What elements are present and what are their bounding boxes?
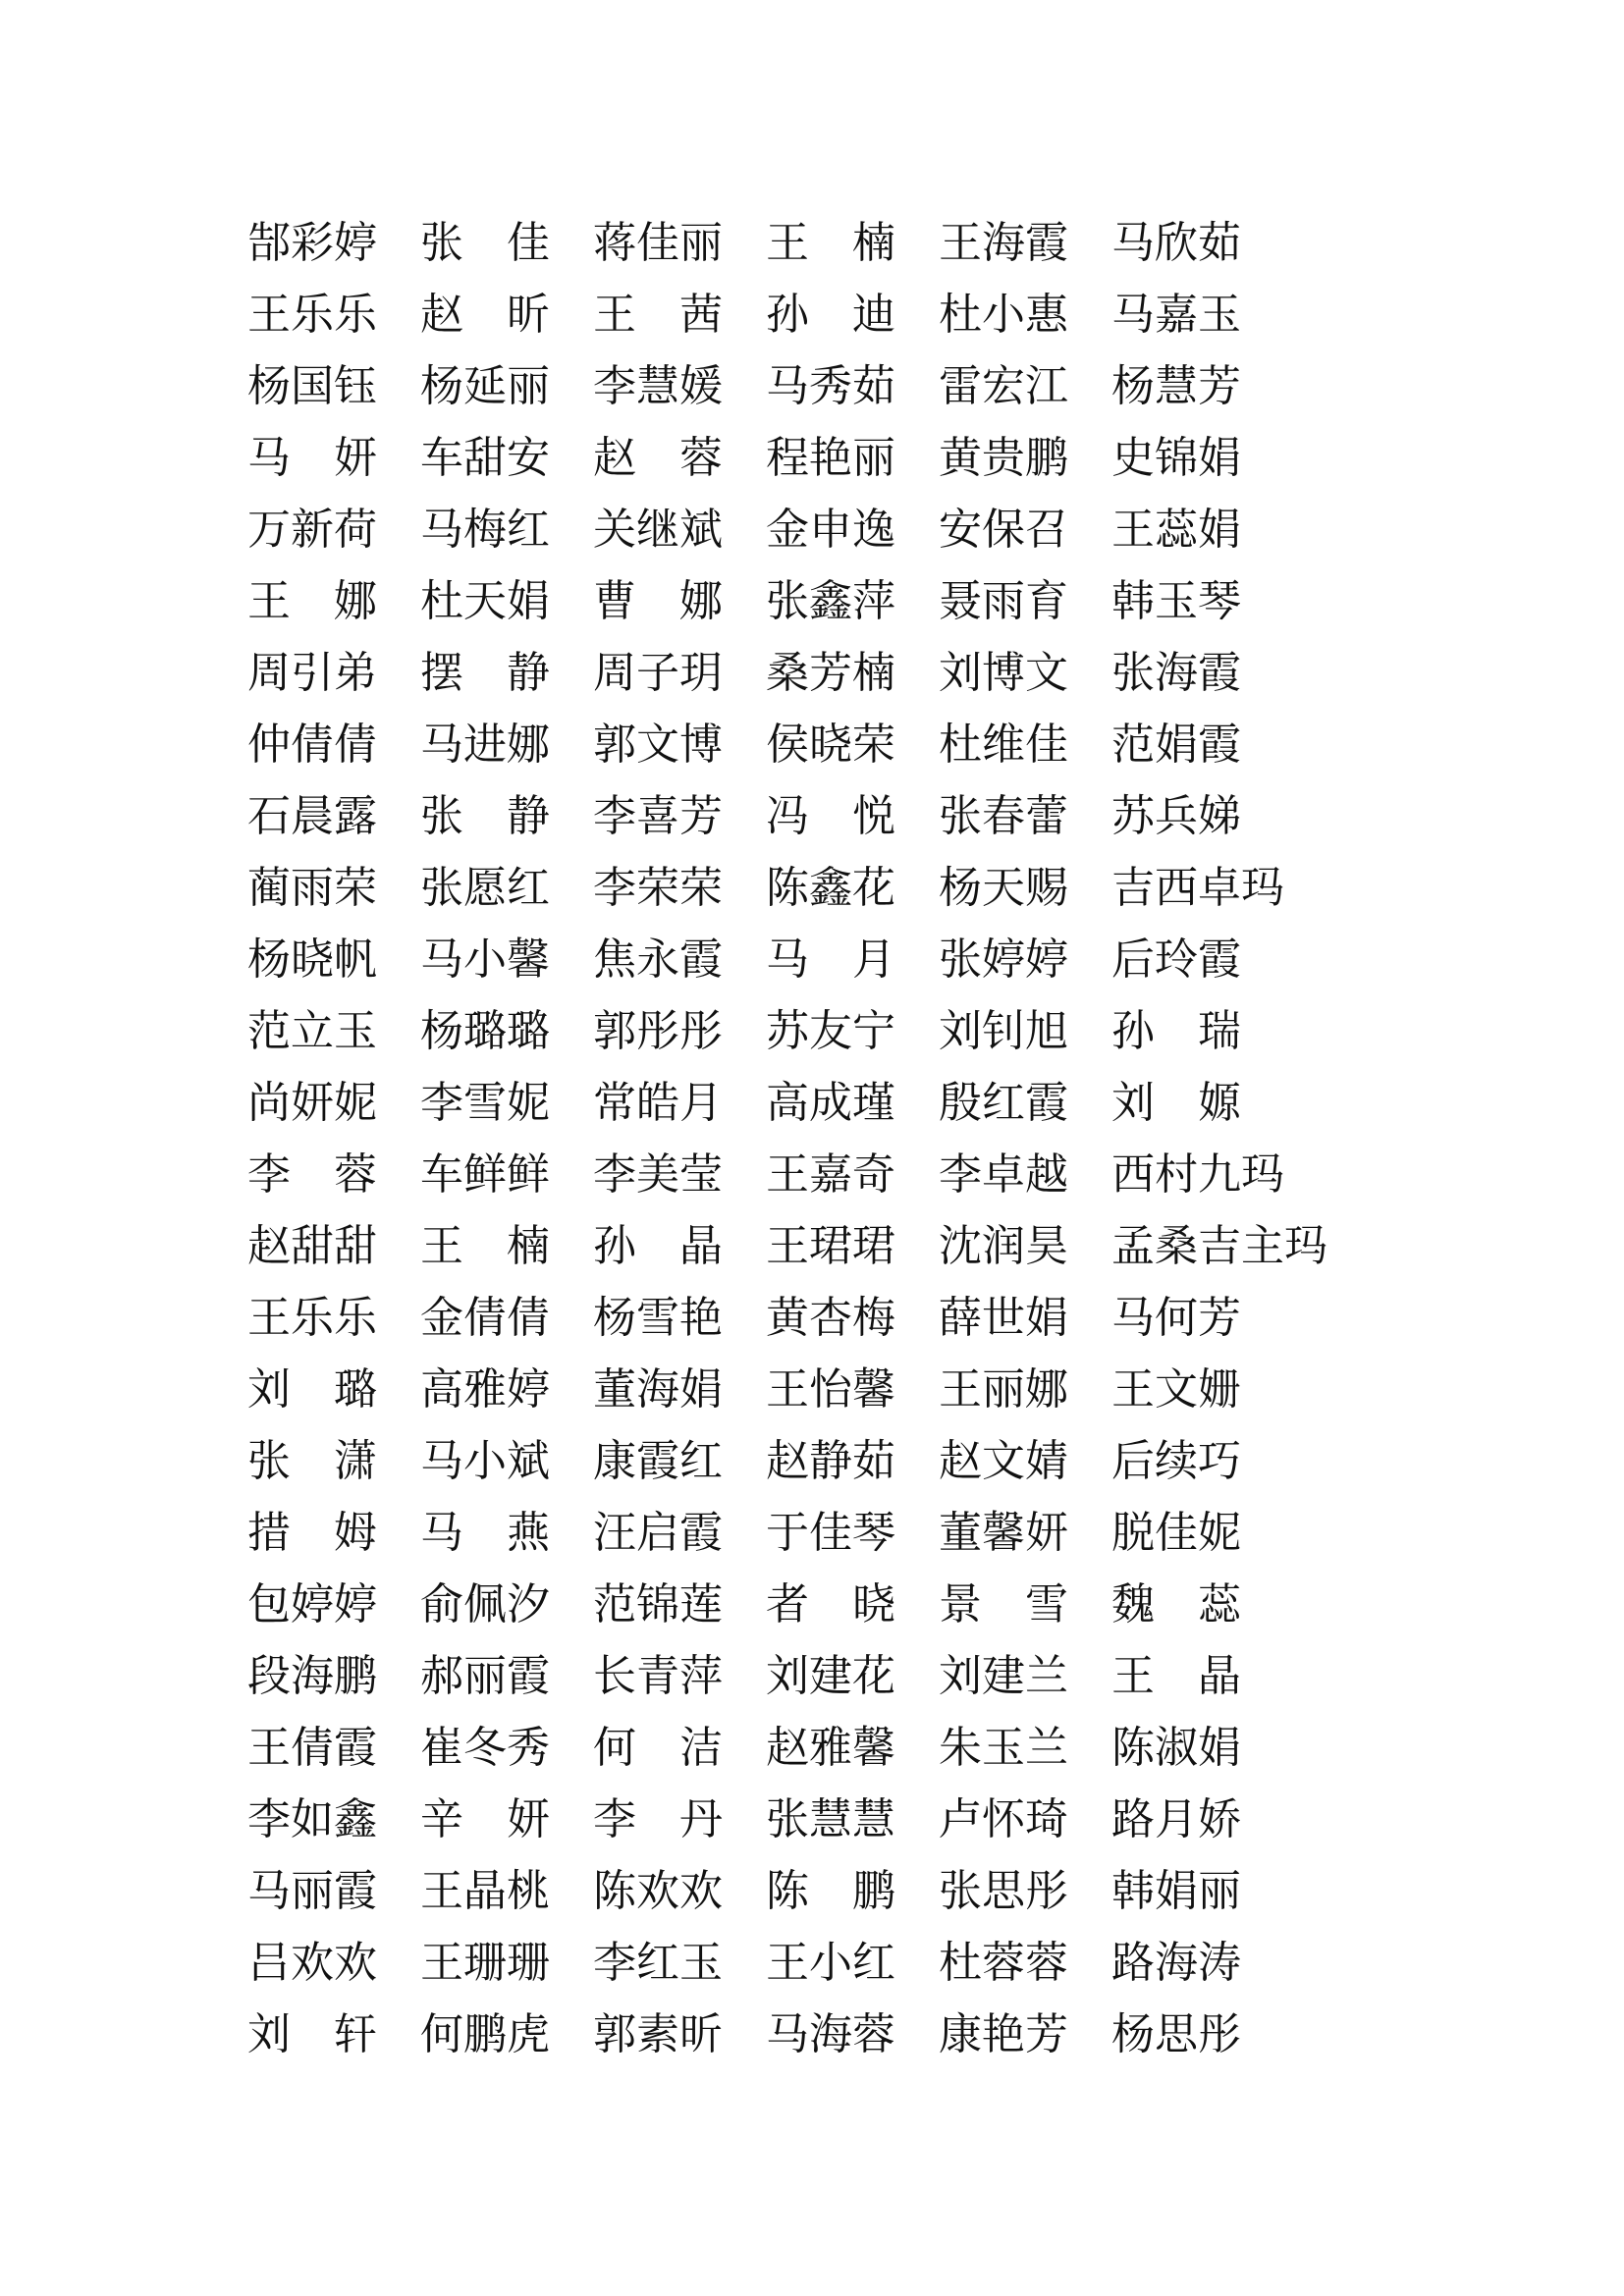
name-row: [247, 279, 1357, 350]
name-cell: 张海霞: [1111, 648, 1241, 698]
name-cell: 张鑫萍: [766, 576, 895, 626]
name-cell: 马何芳: [1111, 1293, 1241, 1343]
name-cell: 赵文婧: [939, 1436, 1068, 1486]
name-cell: 马嘉玉: [1111, 290, 1241, 340]
name-row: [247, 1139, 1357, 1210]
name-cell: 马海蓉: [766, 2009, 895, 2059]
name-cell: 孙 瑞: [1111, 1006, 1241, 1056]
name-cell: 马梅红: [420, 505, 550, 555]
name-cell: 刘博文: [939, 648, 1068, 698]
name-cell: 孙 晶: [593, 1221, 723, 1271]
name-cell: 脱佳妮: [1111, 1508, 1241, 1558]
name-cell: 郭彤彤: [593, 1006, 723, 1056]
names-table: [247, 207, 1357, 2070]
name-cell: 者 晓: [766, 1579, 895, 1629]
name-cell: 王 娜: [247, 576, 377, 626]
name-cell: 杜小惠: [939, 290, 1068, 340]
name-cell: 西村九玛: [1111, 1149, 1284, 1200]
name-cell: 赵 昕: [420, 290, 550, 340]
name-cell: 李 蓉: [247, 1149, 377, 1200]
name-cell: 张春蕾: [939, 791, 1068, 841]
name-cell: 董海娟: [593, 1364, 723, 1415]
name-cell: 张愿红: [420, 863, 550, 913]
name-cell: 李慧媛: [593, 361, 723, 411]
name-cell: 杜维佳: [939, 720, 1068, 770]
name-cell: 杨思彤: [1111, 2009, 1241, 2059]
name-cell: 赵甜甜: [247, 1221, 377, 1271]
name-cell: 康艳芳: [939, 2009, 1068, 2059]
name-cell: 常皓月: [593, 1078, 723, 1128]
name-cell: 李雪妮: [420, 1078, 550, 1128]
name-cell: 张思彤: [939, 1866, 1068, 1916]
name-cell: 王 茜: [593, 290, 723, 340]
name-cell: 王倩霞: [247, 1723, 377, 1773]
name-cell: 李 丹: [593, 1794, 723, 1844]
name-cell: 王珊珊: [420, 1938, 550, 1988]
name-cell: 韩娟丽: [1111, 1866, 1241, 1916]
name-cell: 雷宏江: [939, 361, 1068, 411]
name-cell: 李荣荣: [593, 863, 723, 913]
name-cell: 吉西卓玛: [1111, 863, 1284, 913]
name-cell: 桑芳楠: [766, 648, 895, 698]
name-cell: 杨雪艳: [593, 1293, 723, 1343]
name-cell: 高雅婷: [420, 1364, 550, 1415]
name-row: [247, 1640, 1357, 1712]
name-cell: 路海涛: [1111, 1938, 1241, 1988]
name-cell: 万新荷: [247, 505, 377, 555]
name-cell: 范锦莲: [593, 1579, 723, 1629]
name-cell: 郭素昕: [593, 2009, 723, 2059]
name-cell: 后玲霞: [1111, 934, 1241, 985]
name-cell: 史锦娟: [1111, 433, 1241, 483]
name-cell: 薛世娟: [939, 1293, 1068, 1343]
name-row: [247, 1569, 1357, 1640]
name-cell: 马小馨: [420, 934, 550, 985]
name-cell: 冯 悦: [766, 791, 895, 841]
name-cell: 何 洁: [593, 1723, 723, 1773]
name-cell: 朱玉兰: [939, 1723, 1068, 1773]
name-cell: 刘建兰: [939, 1651, 1068, 1701]
name-cell: 苏友宁: [766, 1006, 895, 1056]
name-cell: 孟桑吉主玛: [1111, 1221, 1327, 1271]
name-cell: 范立玉: [247, 1006, 377, 1056]
name-cell: 魏 蕊: [1111, 1579, 1241, 1629]
name-cell: 刘建花: [766, 1651, 895, 1701]
name-cell: 郜彩婷: [247, 218, 377, 268]
name-cell: 马丽霞: [247, 1866, 377, 1916]
name-cell: 郭文博: [593, 720, 723, 770]
name-row: [247, 565, 1357, 637]
name-cell: 后续巧: [1111, 1436, 1241, 1486]
name-row: [247, 1282, 1357, 1354]
name-cell: 赵 蓉: [593, 433, 723, 483]
name-cell: 王海霞: [939, 218, 1068, 268]
name-cell: 安保召: [939, 505, 1068, 555]
name-cell: 张 佳: [420, 218, 550, 268]
name-cell: 王乐乐: [247, 1293, 377, 1343]
name-cell: 王小红: [766, 1938, 895, 1988]
name-cell: 李红玉: [593, 1938, 723, 1988]
name-cell: 景 雪: [939, 1579, 1068, 1629]
name-row: [247, 637, 1357, 709]
name-cell: 俞佩汐: [420, 1579, 550, 1629]
name-row: [247, 1425, 1357, 1497]
name-cell: 刘 嫄: [1111, 1078, 1241, 1128]
name-row: [247, 924, 1357, 995]
name-row: [247, 494, 1357, 565]
name-cell: 周子玥: [593, 648, 723, 698]
name-cell: 程艳丽: [766, 433, 895, 483]
name-cell: 王珺珺: [766, 1221, 895, 1271]
name-cell: 马 月: [766, 934, 895, 985]
name-cell: 仲倩倩: [247, 720, 377, 770]
name-cell: 张 静: [420, 791, 550, 841]
names-table-body: [247, 207, 1357, 2070]
name-cell: 车甜安: [420, 433, 550, 483]
name-cell: 王怡馨: [766, 1364, 895, 1415]
name-cell: 刘钊旭: [939, 1006, 1068, 1056]
name-row: [247, 1067, 1357, 1139]
name-cell: 康霞红: [593, 1436, 723, 1486]
name-row: [247, 995, 1357, 1067]
name-cell: 刘 璐: [247, 1364, 377, 1415]
name-cell: 于佳琴: [766, 1508, 895, 1558]
name-cell: 石晨露: [247, 791, 377, 841]
name-row: [247, 207, 1357, 279]
name-cell: 马欣茹: [1111, 218, 1241, 268]
name-row: [247, 1999, 1357, 2070]
name-cell: 摆 静: [420, 648, 550, 698]
name-cell: 黄杏梅: [766, 1293, 895, 1343]
name-cell: 侯晓荣: [766, 720, 895, 770]
name-cell: 高成瑾: [766, 1078, 895, 1128]
name-cell: 王 楠: [420, 1221, 550, 1271]
name-cell: 赵静茹: [766, 1436, 895, 1486]
name-row: [247, 1784, 1357, 1855]
name-cell: 韩玉琴: [1111, 576, 1241, 626]
name-cell: 马 妍: [247, 433, 377, 483]
name-cell: 李卓越: [939, 1149, 1068, 1200]
name-cell: 马秀茹: [766, 361, 895, 411]
name-cell: 吕欢欢: [247, 1938, 377, 1988]
name-row: [247, 709, 1357, 780]
name-cell: 苏兵娣: [1111, 791, 1241, 841]
name-cell: 杨璐璐: [420, 1006, 550, 1056]
name-cell: 董馨妍: [939, 1508, 1068, 1558]
name-row: [247, 422, 1357, 494]
name-cell: 路月娇: [1111, 1794, 1241, 1844]
name-cell: 车鲜鲜: [420, 1149, 550, 1200]
name-row: [247, 1210, 1357, 1282]
name-cell: 段海鹏: [247, 1651, 377, 1701]
name-row: [247, 1712, 1357, 1784]
name-cell: 赵雅馨: [766, 1723, 895, 1773]
name-row: [247, 780, 1357, 852]
name-cell: 尚妍妮: [247, 1078, 377, 1128]
name-row: [247, 1497, 1357, 1569]
name-cell: 关继斌: [593, 505, 723, 555]
name-cell: 曹 娜: [593, 576, 723, 626]
name-cell: 王蕊娟: [1111, 505, 1241, 555]
name-cell: 陈鑫花: [766, 863, 895, 913]
name-cell: 马小斌: [420, 1436, 550, 1486]
name-cell: 李喜芳: [593, 791, 723, 841]
name-cell: 聂雨育: [939, 576, 1068, 626]
name-row: [247, 1354, 1357, 1425]
name-cell: 何鹏虎: [420, 2009, 550, 2059]
name-cell: 王 晶: [1111, 1651, 1241, 1701]
name-cell: 杨延丽: [420, 361, 550, 411]
name-cell: 王文姗: [1111, 1364, 1241, 1415]
name-cell: 范娟霞: [1111, 720, 1241, 770]
name-row: [247, 350, 1357, 422]
name-cell: 杜天娟: [420, 576, 550, 626]
name-cell: 金申逸: [766, 505, 895, 555]
name-cell: 杨慧芳: [1111, 361, 1241, 411]
name-cell: 焦永霞: [593, 934, 723, 985]
name-cell: 周引弟: [247, 648, 377, 698]
name-cell: 包婷婷: [247, 1579, 377, 1629]
name-cell: 卢怀琦: [939, 1794, 1068, 1844]
name-cell: 措 姆: [247, 1508, 377, 1558]
name-cell: 汪启霞: [593, 1508, 723, 1558]
name-cell: 孙 迪: [766, 290, 895, 340]
name-cell: 李美莹: [593, 1149, 723, 1200]
name-cell: 刘 轩: [247, 2009, 377, 2059]
name-cell: 陈 鹏: [766, 1866, 895, 1916]
name-row: [247, 852, 1357, 924]
name-cell: 张慧慧: [766, 1794, 895, 1844]
name-cell: 蒋佳丽: [593, 218, 723, 268]
name-cell: 李如鑫: [247, 1794, 377, 1844]
name-cell: 蔺雨荣: [247, 863, 377, 913]
name-cell: 长青萍: [593, 1651, 723, 1701]
name-cell: 杨天赐: [939, 863, 1068, 913]
name-cell: 崔冬秀: [420, 1723, 550, 1773]
name-cell: 郝丽霞: [420, 1651, 550, 1701]
name-cell: 马进娜: [420, 720, 550, 770]
name-cell: 沈润昊: [939, 1221, 1068, 1271]
name-cell: 殷红霞: [939, 1078, 1068, 1128]
name-cell: 王晶桃: [420, 1866, 550, 1916]
name-cell: 金倩倩: [420, 1293, 550, 1343]
name-cell: 黄贵鹏: [939, 433, 1068, 483]
name-cell: 王丽娜: [939, 1364, 1068, 1415]
name-cell: 陈淑娟: [1111, 1723, 1241, 1773]
name-row: [247, 1927, 1357, 1999]
name-cell: 王 楠: [766, 218, 895, 268]
name-row: [247, 1855, 1357, 1927]
name-cell: 张婷婷: [939, 934, 1068, 985]
name-cell: 张 潇: [247, 1436, 377, 1486]
name-cell: 辛 妍: [420, 1794, 550, 1844]
name-cell: 马 燕: [420, 1508, 550, 1558]
name-cell: 王嘉奇: [766, 1149, 895, 1200]
name-cell: 王乐乐: [247, 290, 377, 340]
name-cell: 陈欢欢: [593, 1866, 723, 1916]
name-cell: 杨晓帆: [247, 934, 377, 985]
name-cell: 杜蓉蓉: [939, 1938, 1068, 1988]
name-cell: 杨国钰: [247, 361, 377, 411]
